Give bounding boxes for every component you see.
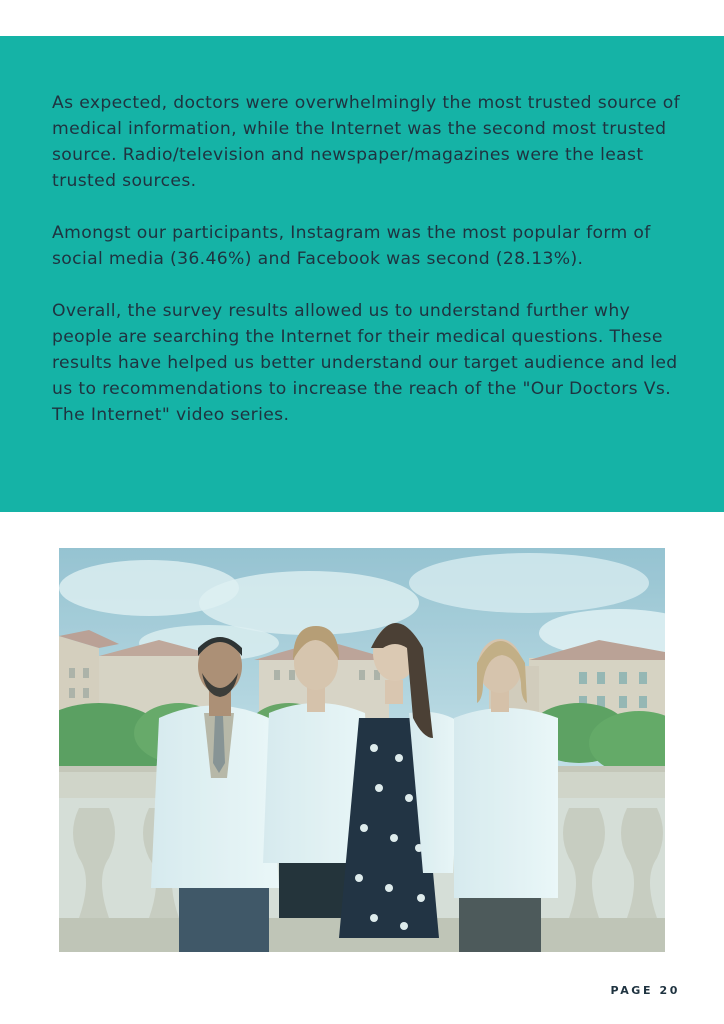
- paragraph-overall-results: Overall, the survey results allowed us to understand further why people are searching the Internet for their medical questions. These results have helped us better understand our target audience and led us to recommendations to increase the reach of the "Our Doctors Vs. The Internet" video series.: [52, 301, 678, 425]
- page-number: PAGE 20: [610, 984, 680, 997]
- paragraph-social-media: Amongst our participants, Instagram was the most popular form of social media (36.46%) and Facebook was second (28.13%).: [52, 223, 651, 269]
- paragraph-trusted-sources: As expected, doctors were overwhelmingly the most trusted source of medical information, while the Internet was the second most trusted source. Radio/television and newspaper/magazines were the least trusted sources.: [52, 93, 681, 191]
- group-photo: [59, 548, 665, 952]
- body-text: [52, 90, 682, 428]
